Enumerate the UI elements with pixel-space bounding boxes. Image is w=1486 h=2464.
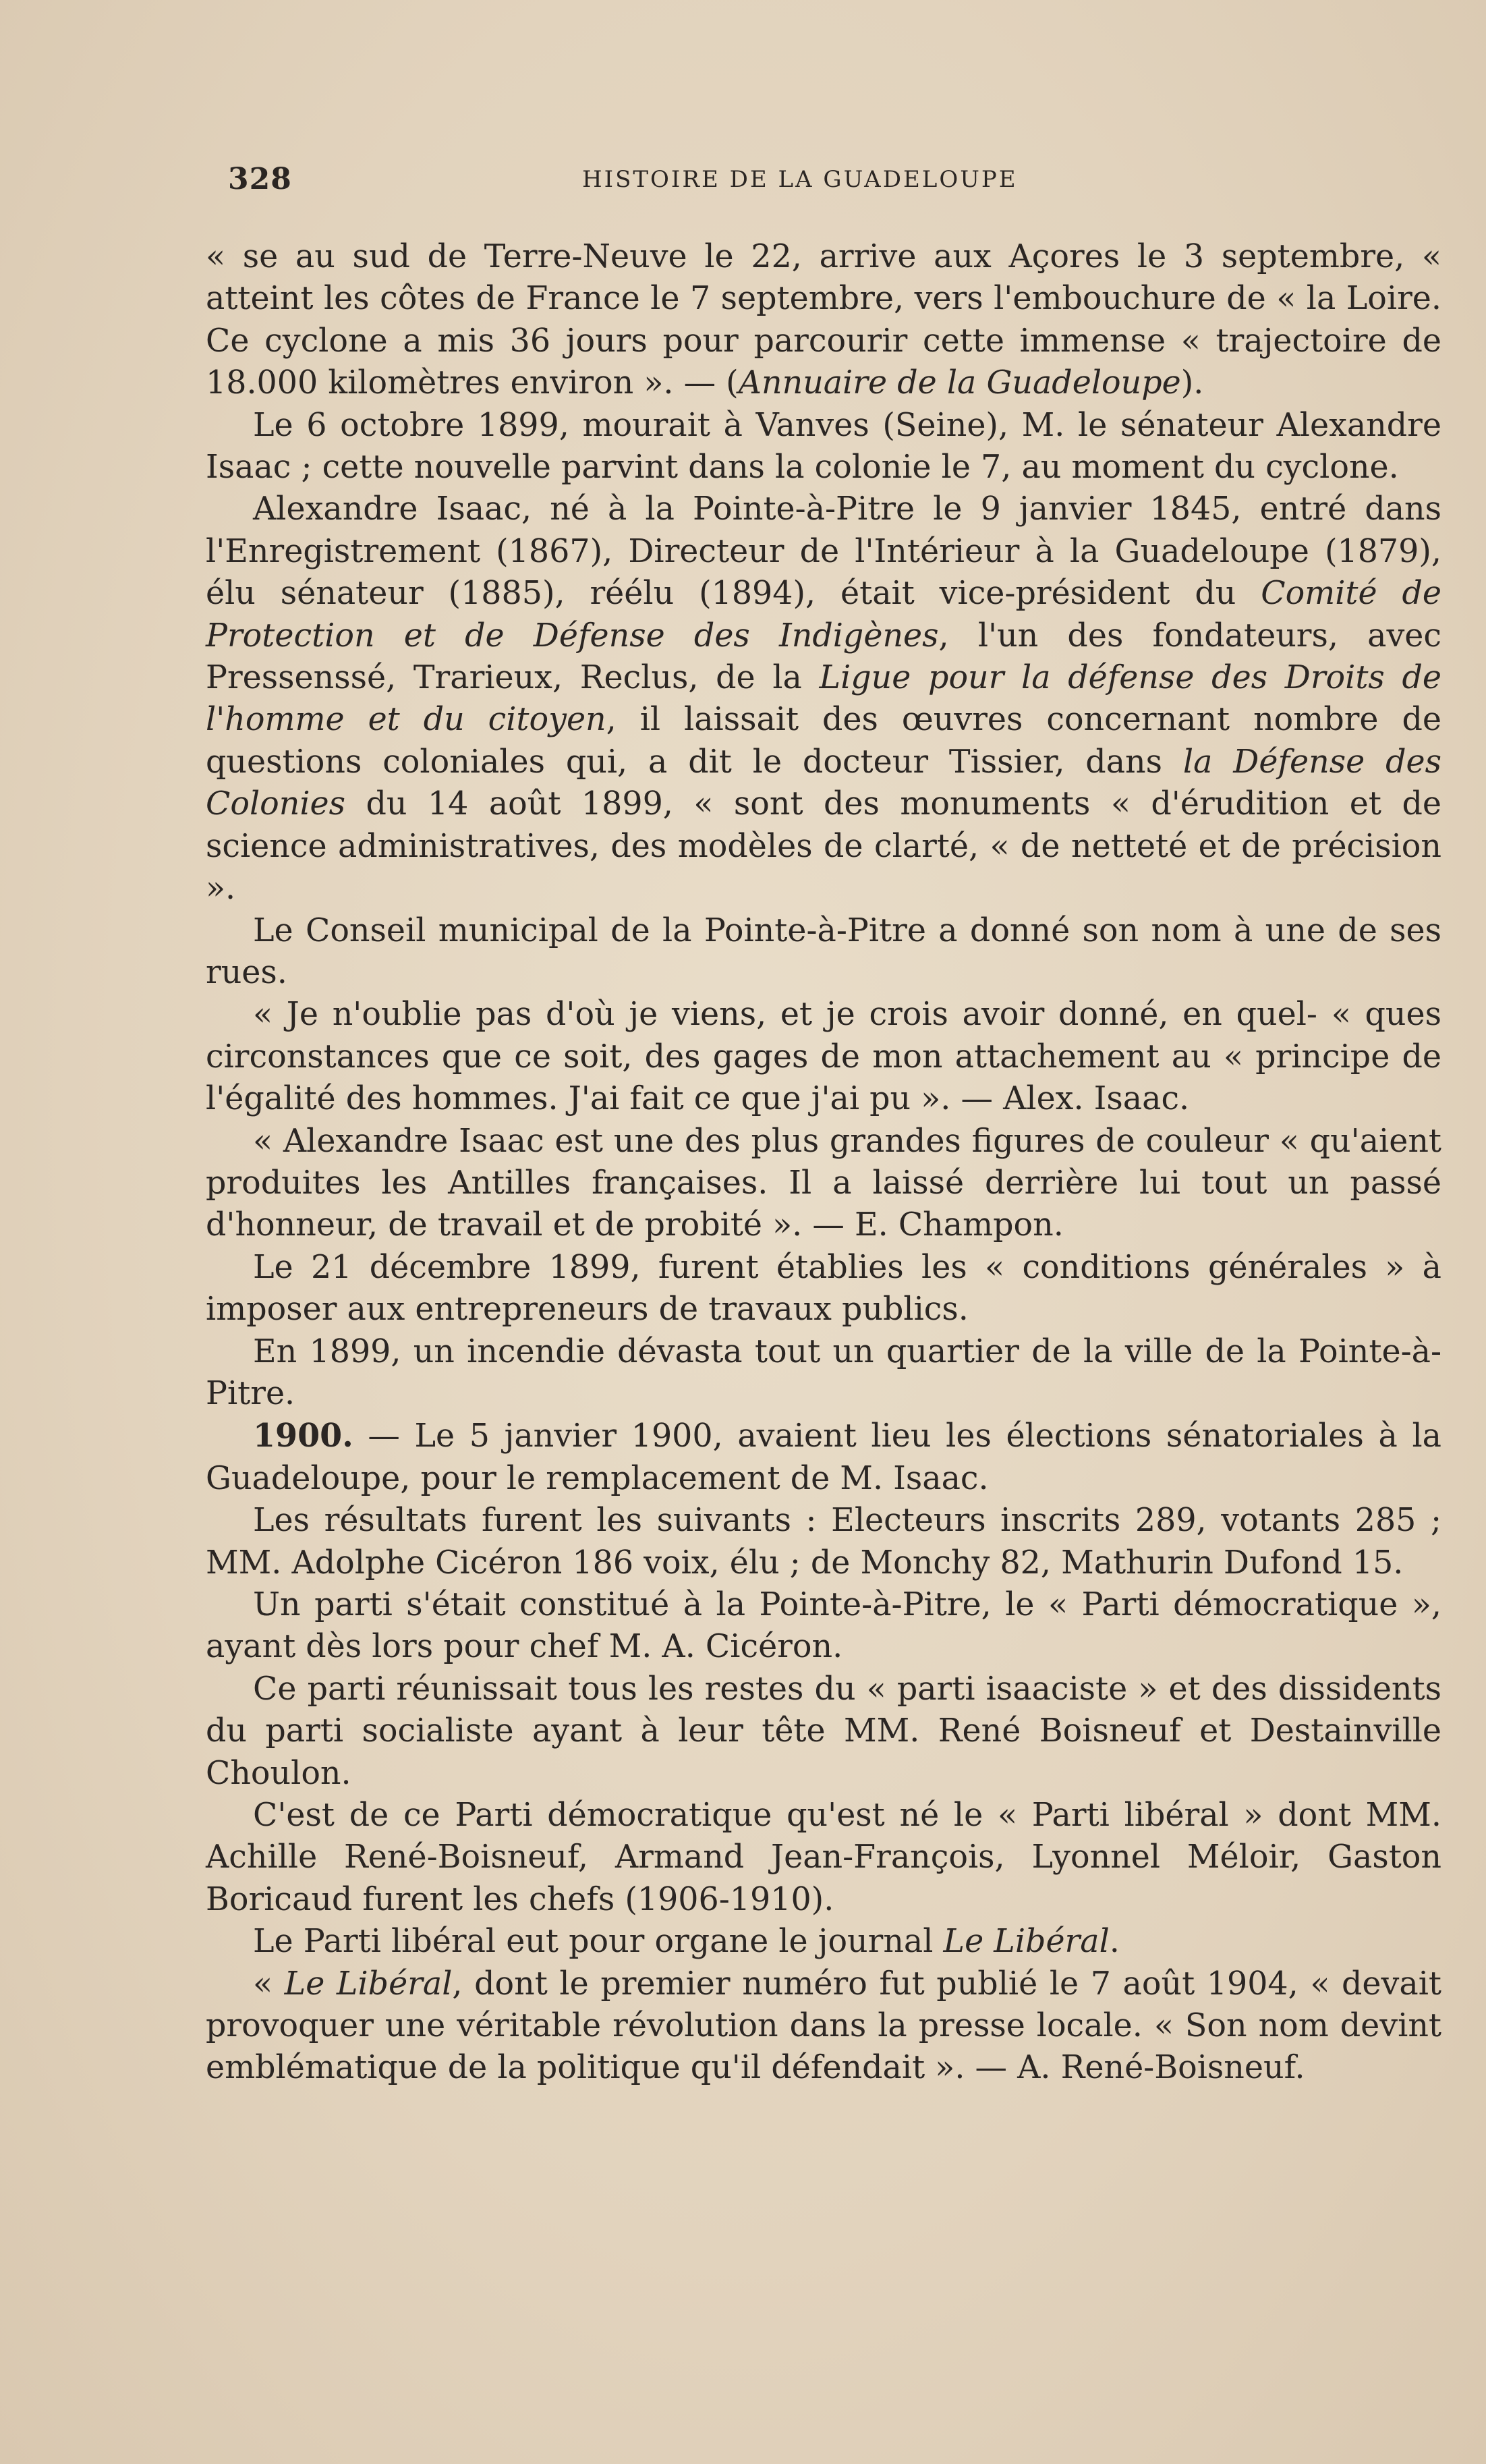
paragraph xyxy=(206,1921,1441,1963)
text-segment: Le Conseil municipal de la Pointe-à-Pitre a donné son nom à une de ses rues. xyxy=(206,912,1441,991)
italic-text: la Défense des Colonies xyxy=(206,743,1441,823)
running-title: HISTOIRE DE LA GUADELOUPE xyxy=(582,166,1018,193)
paragraph xyxy=(206,910,1441,995)
paragraph xyxy=(206,1247,1441,1331)
paragraph xyxy=(206,1331,1441,1416)
paragraph xyxy=(206,405,1441,489)
paragraph xyxy=(206,1415,1441,1500)
body-text xyxy=(206,236,1441,2090)
text-segment: « se au sud de Terre-Neuve le 22, arrive aux Açores le 3 septembre, « atteint les côtes de France le 7 septembre, vers l'embouchure de « la Loire. Ce cyclone a mis 36 jours pour parcourir cette immense « trajectoire de 18.000 kilomètres environ ». — ( xyxy=(206,238,1441,402)
italic-text: Ligue pour la défense des Droits de l'homme et du citoyen xyxy=(206,659,1441,739)
text-segment: C'est de ce Parti démocratique qu'est né le « Parti libéral » dont MM. Achille René-Boisneuf, Armand Jean-François, Lyonnel Méloir, Gaston Boricaud furent les chefs (1906-1910). xyxy=(206,1797,1441,1918)
paragraph xyxy=(206,1669,1441,1795)
text-segment: — Le 5 janvier 1900, avaient lieu les élections sénatoriales à la Guadeloupe, pour le remplacement de M. Isaac. xyxy=(206,1418,1441,1497)
italic-text: Annuaire de la Guadeloupe xyxy=(738,364,1181,402)
text-segment: Le 21 décembre 1899, furent établies les « conditions générales » à imposer aux entrepreneurs de travaux publics. xyxy=(206,1248,1441,1328)
text-segment: « xyxy=(253,1965,285,2003)
text-segment: En 1899, un incendie dévasta tout un quartier de la ville de la Pointe-à-Pitre. xyxy=(206,1333,1441,1412)
paragraph xyxy=(206,1500,1441,1584)
paragraph xyxy=(206,994,1441,1120)
text-segment: du 14 août 1899, « sont des monuments « d'érudition et de science administratives, des modèles de clarté, « de netteté et de précision ». xyxy=(206,785,1441,907)
text-segment: « Je n'oublie pas d'où je viens, et je crois avoir donné, en quel- « ques circonstances que ce soit, des gages de mon attachement au « principe de l'égalité des hommes. J'ai fait ce que j'ai pu ». — Alex. Isaac. xyxy=(206,996,1441,1118)
text-segment: « Alexandre Isaac est une des plus grandes figures de couleur « qu'aient produites les Antilles françaises. Il a laissé derrière lui tout un passé d'honneur, de travail et de probité ». — E. Champon. xyxy=(206,1122,1441,1244)
italic-text: Le Libéral xyxy=(943,1923,1110,1961)
paragraph xyxy=(206,236,1441,405)
paragraph xyxy=(206,1584,1441,1669)
paragraph xyxy=(206,1795,1441,1921)
text-segment: Ce parti réunissait tous les restes du « parti isaaciste » et des dissidents du parti socialiste ayant à leur tête MM. René Boisneuf et Destainville Choulon. xyxy=(206,1670,1441,1792)
paragraph xyxy=(206,1121,1441,1247)
italic-text: Comité de Protection et de Défense des Indigènes xyxy=(206,575,1441,654)
text-segment: Alexandre Isaac, né à la Pointe-à-Pitre le 9 janvier 1845, entré dans l'Enregistrement (1867), Directeur de l'Intérieur à la Guadeloupe (1879), élu sénateur (1885), réélu (1894), était vice-président du xyxy=(206,491,1441,613)
text-segment: . xyxy=(1109,1923,1120,1961)
text-segment: Les résultats furent les suivants : Electeurs inscrits 289, votants 285 ; MM. Adolphe Cicéron 186 voix, élu ; de Monchy 82, Mathurin Dufond 15. xyxy=(206,1502,1441,1581)
page-number: 328 xyxy=(228,162,292,196)
page-header xyxy=(228,162,1442,202)
text-segment: ). xyxy=(1180,364,1204,402)
paragraph xyxy=(206,1963,1441,2090)
text-segment: , il laissait des œuvres concernant nombre de questions coloniales qui, a dit le docteur Tissier, dans xyxy=(206,701,1441,781)
year-heading: 1900. xyxy=(253,1417,353,1455)
paragraph xyxy=(206,488,1441,909)
text-segment: Le 6 octobre 1899, mourait à Vanves (Seine), M. le sénateur Alexandre Isaac ; cette nouvelle parvint dans la colonie le 7, au moment du cyclone. xyxy=(206,406,1441,486)
text-segment: , dont le premier numéro fut publié le 7 août 1904, « devait provoquer une véritable révolution dans la presse locale. « Son nom devint emblématique de la politique qu'il défendait ». — A. René-Boisneuf. xyxy=(206,1965,1441,2087)
text-segment: , l'un des fondateurs, avec Pressenssé, Trarieux, Reclus, de la xyxy=(206,617,1442,697)
italic-text: Le Libéral xyxy=(284,1965,453,2003)
text-segment: Le Parti libéral eut pour organe le journal xyxy=(253,1923,944,1961)
text-segment: Un parti s'était constitué à la Pointe-à-Pitre, le « Parti démocratique », ayant dès lors pour chef M. A. Cicéron. xyxy=(206,1586,1441,1666)
